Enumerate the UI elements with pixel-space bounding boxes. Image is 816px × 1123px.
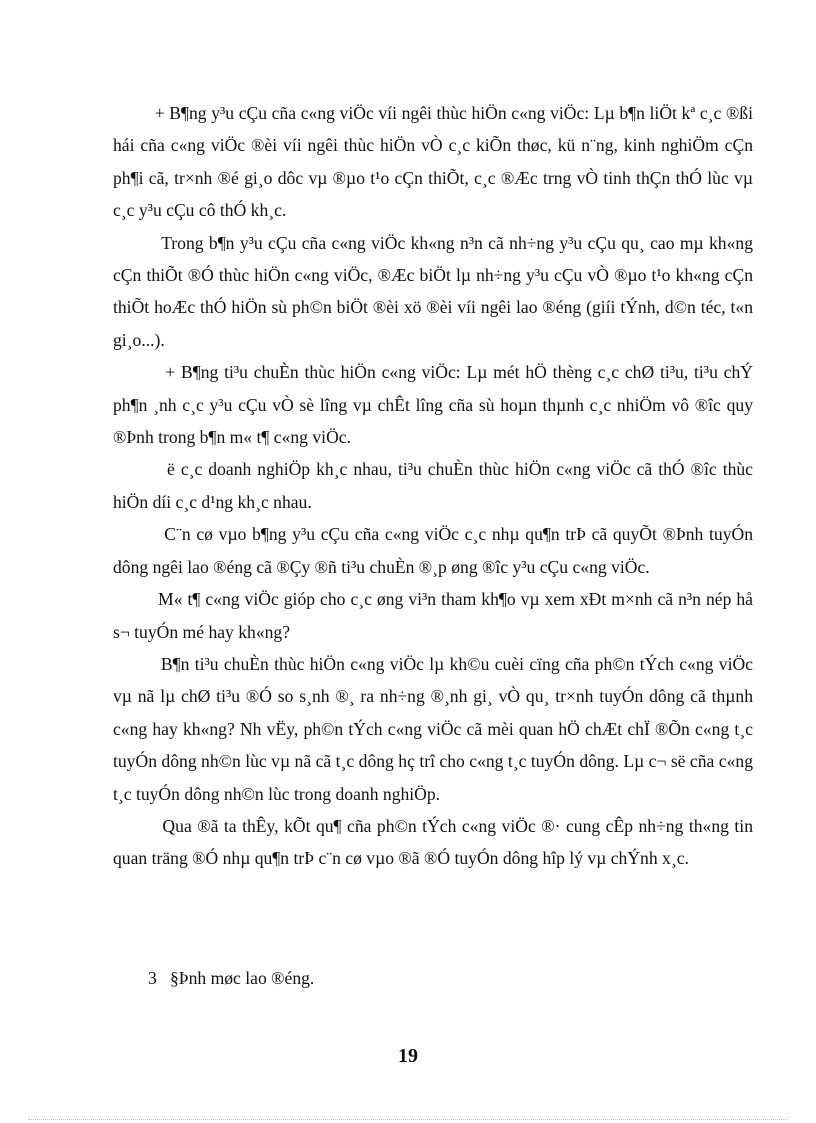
page-bottom-divider	[28, 1119, 788, 1120]
paragraph-job-requirements: + B¶ng y³u cÇu cña c«ng viÖc víi ngêi thùc hiÖn c«ng viÖc: Lµ b¶n liÖt kª c¸c ®ßi hái cña c«ng viÖc ®èi víi ngêi thùc hiÖn vÒ c¸c kiÕn thøc, kü n¨ng, kinh nghiÖm cÇn ph¶i cã, tr×nh ®é gi¸o dôc vµ ®µo t¹o cÇn thiÕt, c¸c ®Æc trng vÒ tinh thÇn thÓ lùc vµ c¸c y³u cÇu cô thÓ kh¸c.	[113, 103, 753, 221]
paragraph-conclusion: Qua ®ã ta thÊy, kÕt qu¶ cña ph©n tÝch c«ng viÖc ®· cung cÊp nh÷ng th«ng tin quan träng ®Ó nhµ qu¶n trÞ c¨n cø vµo ®ã ®Ó tuyÓn dông hîp lý vµ chÝnh x¸c.	[113, 815, 753, 869]
paragraph-enterprise-forms: ë c¸c doanh nghiÖp kh¸c nhau, ti³u chuÈn thùc hiÖn c«ng viÖc cã thÓ ®îc thùc hiÖn díi c¸c d¹ng kh¸c nhau.	[113, 459, 753, 512]
paragraph-job-description: M« t¶ c«ng viÖc gióp cho c¸c øng vi³n tham kh¶o vµ xem xÐt m×nh cã n³n nép hå s¬ tuyÓn mé hay kh«ng?	[113, 589, 753, 642]
section-heading: 3 §Þnh møc lao ®éng.	[148, 968, 315, 988]
paragraph-performance-standards: + B¶ng ti³u chuÈn thùc hiÖn c«ng viÖc: Lµ mét hÖ thèng c¸c chØ ti³u, ti³u chÝ ph¶n ¸nh c¸c y³u cÇu vÒ sè lîng vµ chÊt lîng cña sù hoµn thµnh c¸c nhiÖm vô ®îc quy ®Þnh trong b¶n m« t¶ c«ng viÖc.	[113, 362, 753, 448]
paragraph-requirements-note: Trong b¶n y³u cÇu cña c«ng viÖc kh«ng n³n cã nh÷ng y³u cÇu qu¸ cao mµ kh«ng cÇn thiÕt ®Ó thùc hiÖn c«ng viÖc, ®Æc biÖt lµ nh÷ng y³u cÇu vÒ ®µo t¹o kh«ng cÇn thiÕt hoÆc thÓ hiÖn sù ph©n biÖt ®èi xö ®èi víi ngêi lao ®éng (giíi tÝnh, d©n téc, t«n gi¸o...).	[113, 232, 753, 350]
paragraph-managers-basis: C¨n cø vµo b¶ng y³u cÇu cña c«ng viÖc c¸c nhµ qu¶n trÞ cã quyÕt ®Þnh tuyÓn dông ngêi lao ®éng cã ®Çy ®ñ ti³u chuÈn ®¸p øng ®îc y³u cÇu c«ng viÖc.	[113, 524, 753, 577]
page-number: 19	[398, 1045, 418, 1067]
paragraph-standards-final-step: B¶n ti³u chuÈn thùc hiÖn c«ng viÖc lµ kh©u cuèi cïng cña ph©n tÝch c«ng viÖc vµ nã lµ chØ ti³u ®Ó so s¸nh ®¸ ra nh÷ng ®¸nh gi¸ vÒ qu¸ tr×nh tuyÓn dông cã thµnh c«ng hay kh«ng? Nh vËy, ph©n tÝch c«ng viÖc cã mèi quan hÖ chÆt chÏ ®Õn c«ng t¸c tuyÓn dông nh©n lùc vµ nã cã t¸c dông hç trî cho c«ng t¸c tuyÓn dông. Lµ c¬ së cña c«ng t¸c tuyÓn dông nh©n lùc trong doanh nghiÖp.	[113, 653, 753, 804]
body-text	[113, 97, 753, 875]
